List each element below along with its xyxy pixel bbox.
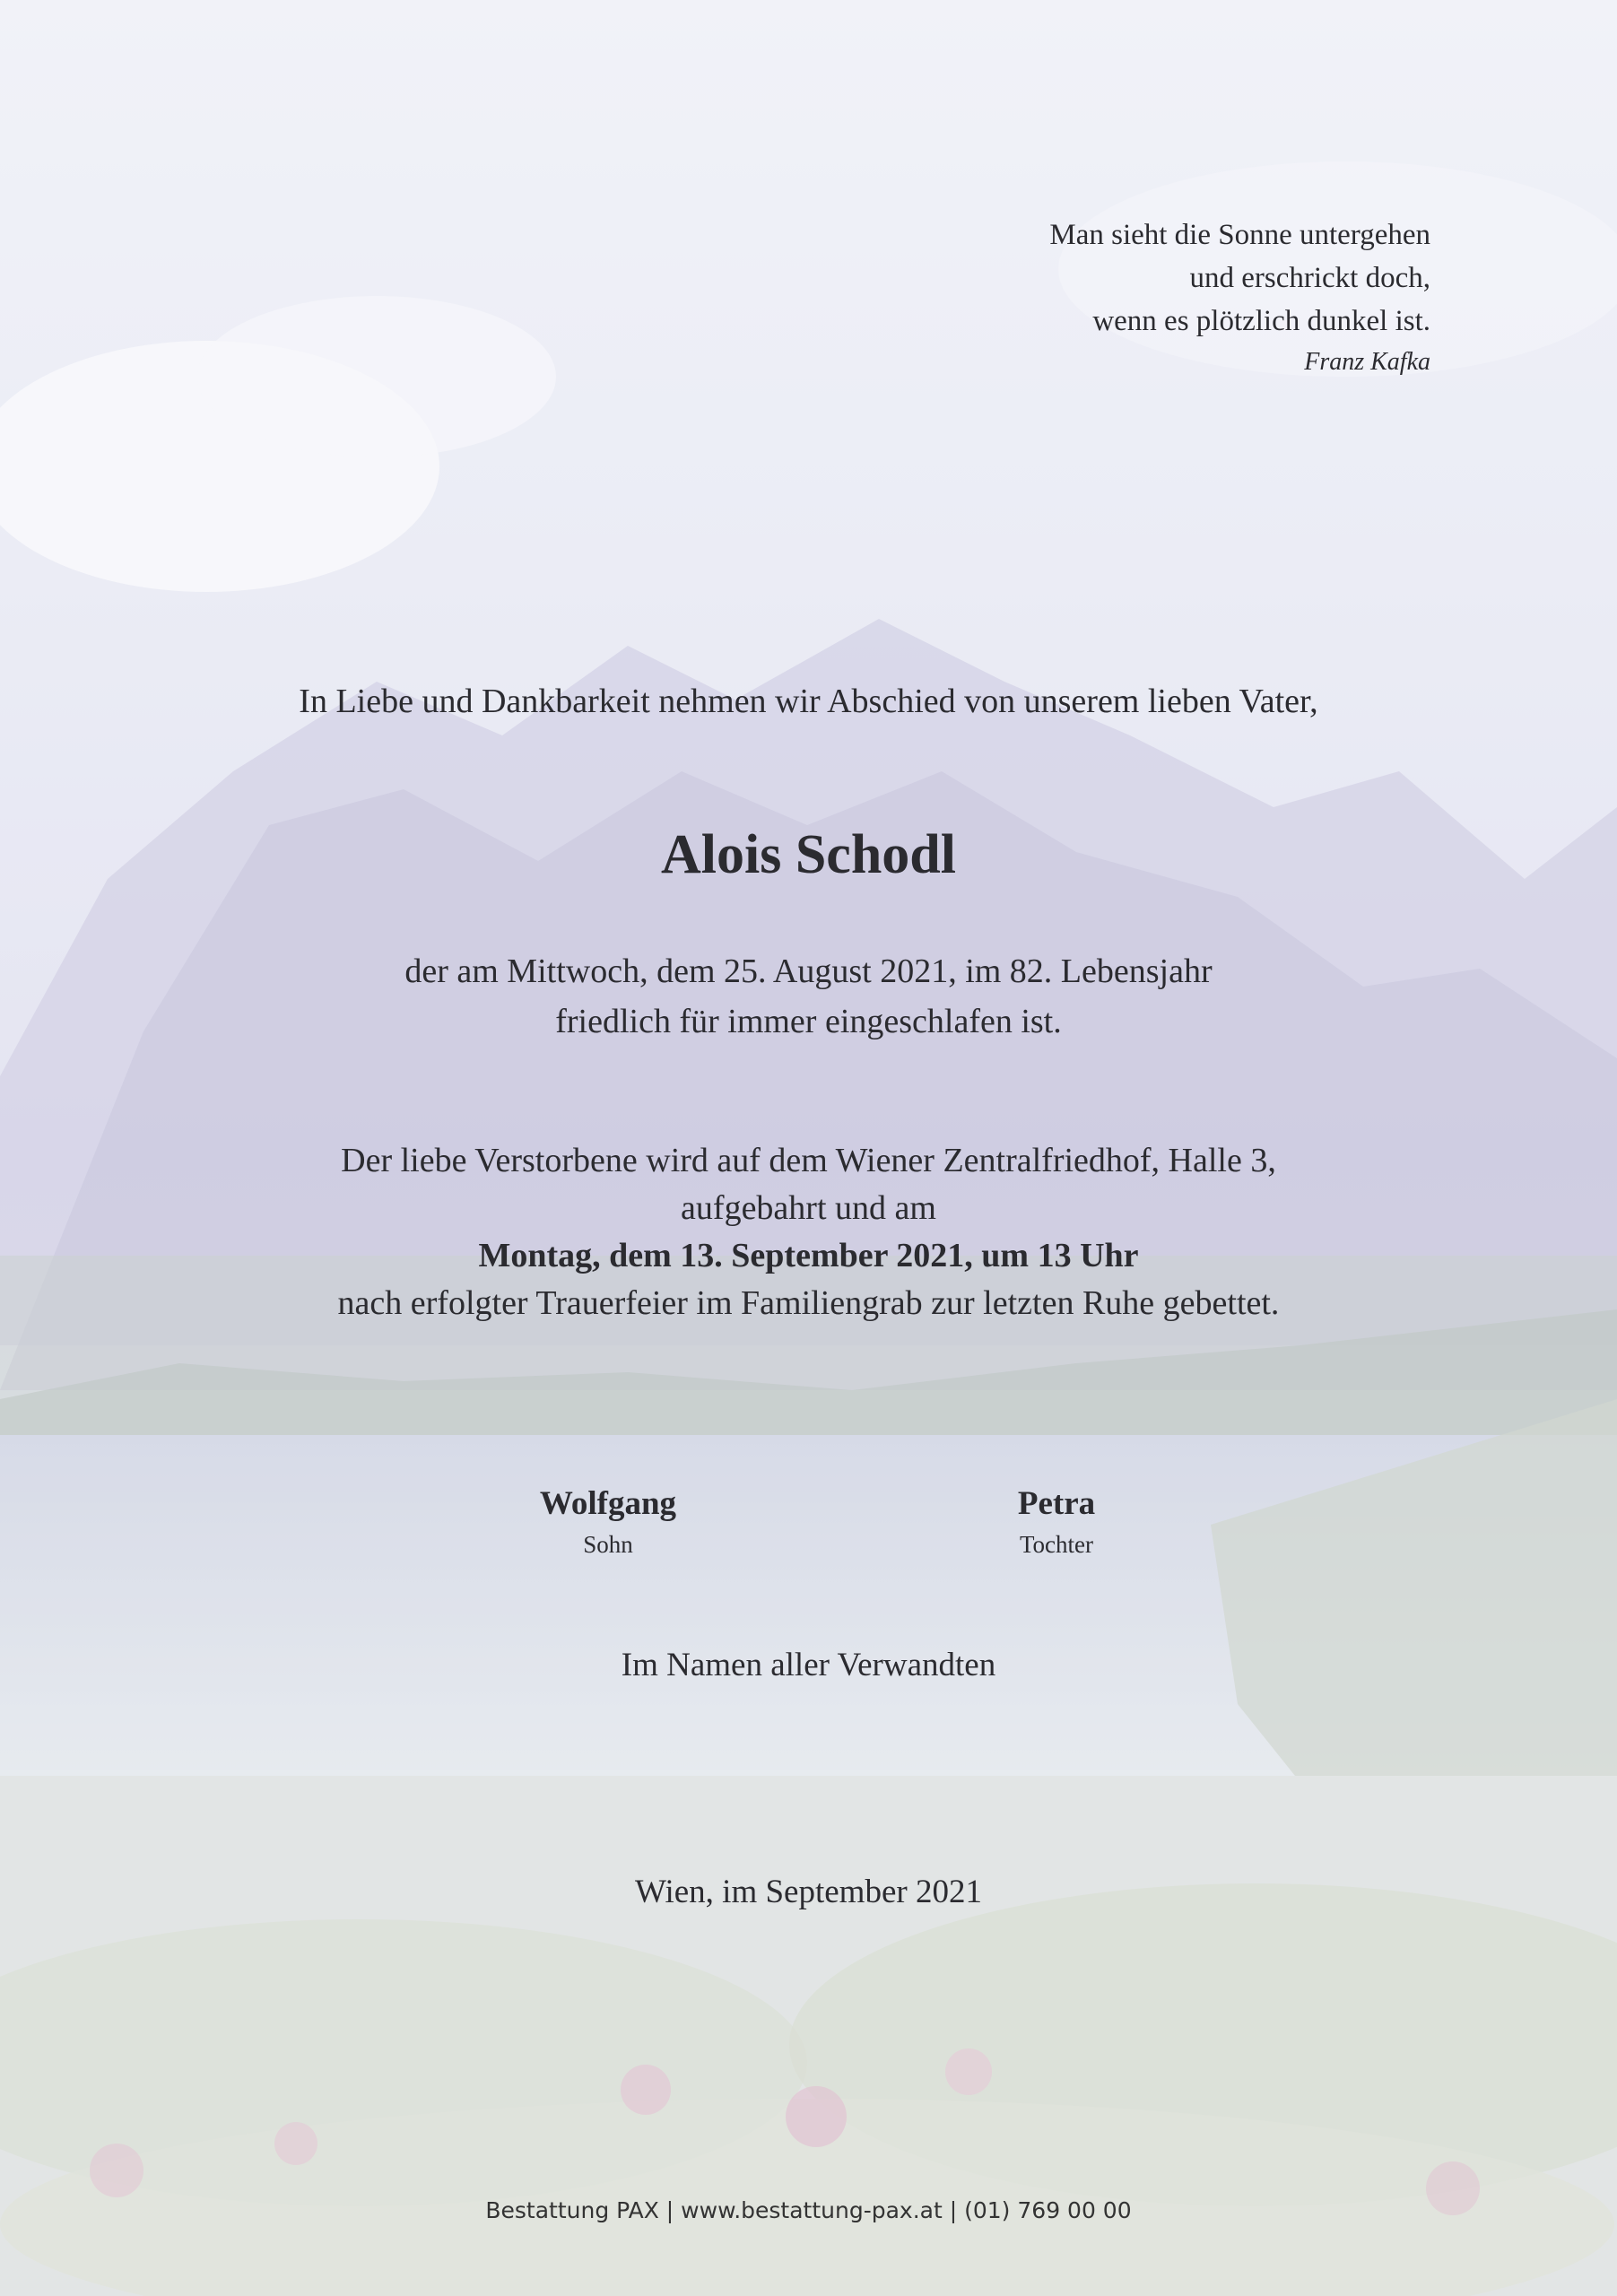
quote-line: wenn es plötzlich dunkel ist.: [1092, 305, 1430, 337]
mourner-name: Petra: [1017, 1485, 1096, 1522]
funeral-line: aufgebahrt und am: [681, 1189, 936, 1227]
relatives-line: Im Namen aller Verwandten: [621, 1647, 996, 1683]
epigraph-quote: [1049, 213, 1430, 382]
mourner-son: [465, 1482, 752, 1562]
funeral-date: Montag, dem 13. September 2021, um 13 Uhr: [478, 1237, 1139, 1274]
death-line: der am Mittwoch, dem 25. August 2021, im 82. Lebensjahr: [404, 952, 1213, 990]
deceased-name: Alois Schodl: [660, 824, 957, 885]
mourner-relation: Tochter: [1019, 1531, 1094, 1558]
funeral-home-footer: Bestattung PAX | www.bestattung-pax.at | (01) 769 00 00: [485, 2197, 1132, 2223]
death-notice: [0, 946, 1617, 1047]
funeral-line: Der liebe Verstorbene wird auf dem Wiener Zentralfriedhof, Halle 3,: [341, 1142, 1276, 1179]
quote-author: Franz Kafka: [1304, 348, 1430, 376]
intro-text: In Liebe und Dankbarkeit nehmen wir Abschied von unserem lieben Vater,: [299, 683, 1318, 720]
funeral-line: nach erfolgter Trauerfeier im Familiengrab zur letzten Ruhe gebettet.: [337, 1284, 1280, 1322]
death-line: friedlich für immer eingeschlafen ist.: [555, 1003, 1062, 1040]
quote-line: und erschrickt doch,: [1189, 262, 1430, 294]
mourner-relation: Sohn: [583, 1531, 633, 1558]
place-date: Wien, im September 2021: [635, 1874, 982, 1910]
mourner-name: Wolfgang: [539, 1485, 677, 1522]
mourner-daughter: [913, 1482, 1200, 1562]
quote-line: Man sieht die Sonne untergehen: [1049, 219, 1430, 251]
funeral-details: [0, 1137, 1617, 1327]
